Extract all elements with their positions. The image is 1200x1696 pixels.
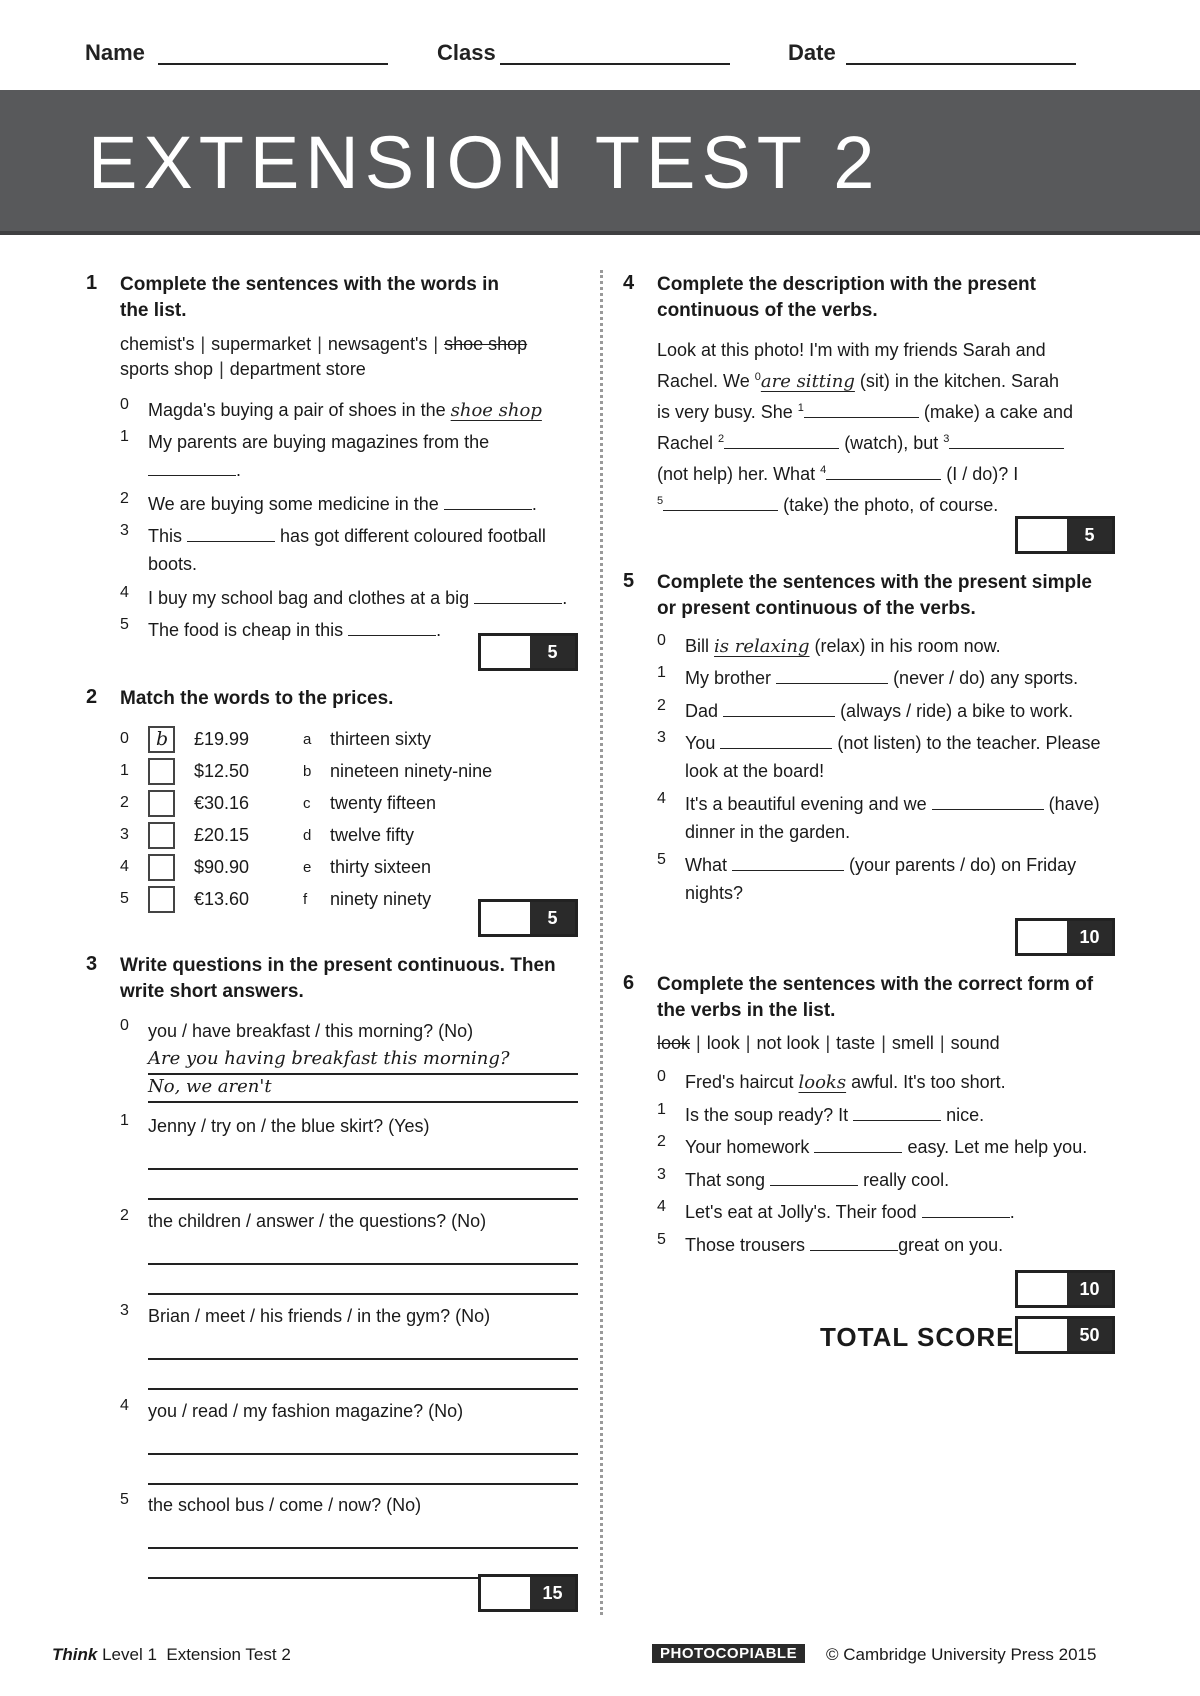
item-number: 4	[657, 790, 666, 807]
total-score-label: TOTAL SCORE	[820, 1322, 1015, 1352]
item-number: 4	[657, 1198, 666, 1215]
answer-box[interactable]	[148, 758, 175, 785]
word-chip: chemist's	[120, 334, 195, 354]
answer-blank[interactable]	[932, 809, 1044, 810]
answer-line[interactable]	[148, 1453, 578, 1455]
item-number: 2	[120, 794, 129, 811]
score-box[interactable]	[478, 899, 578, 937]
price: £19.99	[194, 729, 250, 749]
price: $90.90	[194, 857, 250, 877]
list-item	[120, 522, 590, 582]
list-item	[657, 1101, 1127, 1131]
item-text: .	[436, 620, 442, 640]
score-max: 50	[1067, 1319, 1112, 1351]
price: €13.60	[194, 889, 250, 909]
gap-number: 3	[943, 433, 950, 445]
brand-name: Think	[52, 1645, 98, 1664]
list-item	[120, 1017, 590, 1107]
score-max: 15	[530, 1577, 575, 1609]
item-number: 0	[120, 396, 129, 413]
item-text: You	[685, 733, 716, 753]
item-text: great on you.	[898, 1235, 1004, 1255]
word-chip: smell	[891, 1033, 934, 1053]
item-prompt: you / have breakfast / this morning? (No)	[148, 1021, 474, 1041]
table-row	[120, 854, 590, 884]
answer-blank[interactable]	[814, 1152, 902, 1153]
answer-blank[interactable]	[810, 1250, 898, 1251]
item-text: nights?	[685, 883, 744, 903]
date-label: Date	[788, 40, 836, 65]
word-chip: taste	[836, 1033, 876, 1053]
text-line: Rachel. We	[657, 371, 750, 391]
price: €30.16	[194, 793, 250, 813]
item-prompt: Jenny / try on / the blue skirt? (Yes)	[148, 1116, 430, 1136]
score-box[interactable]	[1015, 1316, 1115, 1354]
list-item	[120, 396, 590, 426]
answer-blank[interactable]	[444, 509, 532, 510]
item-text: dinner in the garden.	[685, 822, 851, 842]
item-text: (always / ride) a bike to work.	[840, 701, 1074, 721]
item-text: Those trousers	[685, 1235, 806, 1255]
exercise-title-line: Complete the sentences with the words in	[120, 274, 500, 295]
answer-blank[interactable]	[663, 510, 778, 511]
item-text: .	[236, 460, 242, 480]
item-number: 5	[657, 851, 666, 868]
item-text: My brother	[685, 668, 772, 688]
answer-line	[148, 1073, 578, 1075]
option-words: twenty fifteen	[330, 793, 437, 813]
exercise-title-line: continuous of the verbs.	[657, 300, 878, 321]
answer-line[interactable]	[148, 1263, 578, 1265]
option-letter: d	[303, 827, 312, 844]
text-line: (take) the photo, of course.	[783, 495, 999, 515]
exercise-title-line: Complete the description with the present	[657, 274, 1036, 295]
item-text: .	[562, 588, 568, 608]
answer-blank[interactable]	[776, 683, 888, 684]
answer-blank[interactable]	[732, 870, 844, 871]
answer-blank[interactable]	[723, 716, 835, 717]
list-item	[657, 1231, 1127, 1261]
score-box[interactable]	[1015, 1270, 1115, 1308]
item-prompt: Brian / meet / his friends / in the gym? (No)	[148, 1306, 491, 1326]
gap-number: 4	[820, 464, 827, 476]
exercise-title: Match the words to the prices.	[120, 688, 394, 709]
score-max: 10	[1067, 1273, 1112, 1305]
item-text: nice.	[946, 1105, 985, 1125]
list-item	[657, 790, 1127, 848]
item-number: 1	[120, 1112, 129, 1129]
exercise-title	[120, 272, 499, 324]
list-item	[657, 1068, 1127, 1098]
exercise-number: 6	[623, 972, 635, 994]
item-number: 2	[657, 697, 666, 714]
word-chip: not look	[756, 1033, 820, 1053]
title-banner	[0, 90, 1200, 235]
text-line: Rachel	[657, 433, 714, 453]
answer-line[interactable]	[148, 1483, 578, 1485]
option-words: ninety ninety	[330, 889, 432, 909]
exercise-number: 5	[623, 570, 635, 592]
answer-blank[interactable]	[348, 635, 436, 636]
item-text: awful. It's too short.	[851, 1072, 1006, 1092]
exercise-title-line: or present continuous of the verbs.	[657, 598, 976, 619]
answer-box[interactable]	[148, 886, 175, 913]
answer-blank[interactable]	[720, 748, 832, 749]
answer-blank[interactable]	[826, 479, 941, 480]
answer-blank[interactable]	[922, 1217, 1010, 1218]
answer-box[interactable]	[148, 854, 175, 881]
item-text: Dad	[685, 701, 719, 721]
answer-blank[interactable]	[804, 417, 919, 418]
option-letter: a	[303, 731, 312, 748]
score-max: 5	[530, 902, 575, 934]
exercise-title	[120, 953, 556, 1005]
item-text: (never / do) any sports.	[893, 668, 1079, 688]
list-item	[120, 584, 590, 614]
price: £20.15	[194, 825, 250, 845]
list-item	[120, 490, 590, 520]
text-line: (watch), but	[844, 433, 939, 453]
gap-number: 1	[797, 402, 804, 414]
option-words: twelve fifty	[330, 825, 415, 845]
score-box[interactable]	[1015, 918, 1115, 956]
score-max: 5	[530, 636, 575, 668]
word-chip: newsagent's	[327, 334, 428, 354]
table-row	[120, 790, 590, 820]
score-box[interactable]	[1015, 516, 1115, 554]
word-chip: look	[706, 1033, 740, 1053]
item-number: 2	[657, 1133, 666, 1150]
option-words: thirty sixteen	[330, 857, 432, 877]
text-line: (not help) her. What	[657, 464, 816, 484]
item-text: Is the soup ready? It	[685, 1105, 849, 1125]
item-prompt: you / read / my fashion magazine? (No)	[148, 1401, 464, 1421]
list-item	[657, 1133, 1127, 1163]
option-letter: f	[303, 891, 308, 908]
item-text: That song	[685, 1170, 766, 1190]
gap-number: 0	[754, 371, 761, 383]
list-item	[657, 851, 1127, 909]
item-text: boots.	[148, 554, 198, 574]
date-line[interactable]	[846, 63, 1076, 65]
list-item	[120, 1302, 590, 1392]
item-text: What	[685, 855, 728, 875]
table-row	[120, 758, 590, 788]
answer-box[interactable]	[148, 726, 175, 753]
answer-box[interactable]	[148, 790, 175, 817]
exercise-title-line: the verbs in the list.	[657, 1000, 836, 1021]
item-number: 1	[120, 762, 129, 779]
example-answer: Are you having breakfast this morning?	[148, 1048, 510, 1069]
item-text: has got different coloured football	[280, 526, 546, 546]
word-chip: department store	[229, 359, 366, 379]
item-number: 1	[120, 428, 129, 445]
example-answer: No, we aren't	[148, 1076, 272, 1097]
item-text: .	[1009, 1202, 1015, 1222]
list-item	[120, 1397, 590, 1487]
exercise-number: 4	[623, 272, 635, 294]
word-chip: sports shop	[120, 359, 214, 379]
list-item	[657, 697, 1127, 727]
example-answer: looks	[798, 1072, 847, 1093]
item-text: (not listen) to the teacher. Please	[837, 733, 1101, 753]
item-number: 3	[120, 826, 129, 843]
item-number: 0	[120, 1017, 129, 1034]
text-line: (sit) in the kitchen. Sarah	[859, 371, 1060, 391]
item-text: This	[148, 526, 183, 546]
item-number: 4	[120, 858, 129, 875]
item-text: It's a beautiful evening and we	[685, 794, 927, 814]
footer-test-name: Extension Test 2	[166, 1645, 291, 1664]
score-box[interactable]	[478, 1574, 578, 1612]
option-letter: e	[303, 859, 312, 876]
exercise-title-line: Complete the sentences with the present simple	[657, 572, 1092, 593]
answer-blank[interactable]	[148, 475, 236, 476]
table-row	[120, 822, 590, 852]
item-text: (have)	[1048, 794, 1100, 814]
exercise-number: 3	[86, 953, 98, 975]
answer-line[interactable]	[148, 1168, 578, 1170]
exercise-number: 1	[86, 272, 98, 294]
list-item	[120, 1112, 590, 1202]
item-number: 3	[657, 729, 666, 746]
score-max: 10	[1067, 921, 1112, 953]
item-number: 5	[120, 890, 129, 907]
list-item	[657, 632, 1127, 662]
list-item	[120, 428, 590, 488]
item-number: 3	[657, 1166, 666, 1183]
item-prompt: the school bus / come / now? (No)	[148, 1495, 422, 1515]
score-max: 5	[1067, 519, 1112, 551]
exercise-title-line: Write questions in the present continuous. Then	[120, 955, 556, 976]
item-number: 3	[120, 522, 129, 539]
score-box[interactable]	[478, 633, 578, 671]
name-line[interactable]	[158, 63, 388, 65]
example-answer: are sitting	[760, 371, 855, 392]
option-words: nineteen ninety-nine	[330, 761, 493, 781]
answer-line[interactable]	[148, 1293, 578, 1295]
text-line: is very busy. She	[657, 402, 793, 422]
item-number: 1	[657, 664, 666, 681]
example-answer: is relaxing	[714, 636, 810, 657]
list-item	[120, 1207, 590, 1297]
item-text: Let's eat at Jolly's. Their food	[685, 1202, 917, 1222]
answer-blank[interactable]	[770, 1185, 858, 1186]
list-item	[657, 729, 1127, 787]
option-words: thirteen sixty	[330, 729, 432, 749]
answer-blank[interactable]	[187, 541, 275, 542]
item-number: 5	[120, 616, 129, 633]
item-text: My parents are buying magazines from the	[148, 432, 490, 452]
word-chip: supermarket	[211, 334, 312, 354]
word-list: look | look | not look | taste | smell | sound	[657, 1033, 1000, 1053]
answer-line[interactable]	[148, 1547, 578, 1549]
item-number: 1	[657, 1101, 666, 1118]
text-line: Look at this photo! I'm with my friends Sarah and	[657, 340, 1046, 360]
list-item	[657, 1166, 1127, 1196]
gap-number: 5	[657, 495, 664, 507]
item-number: 4	[120, 1397, 129, 1414]
word-chip-used: shoe shop	[444, 334, 528, 354]
list-item	[120, 1491, 590, 1581]
item-number: 2	[120, 1207, 129, 1224]
option-letter: c	[303, 795, 311, 812]
answer-line[interactable]	[148, 1358, 578, 1360]
word-list: chemist's | supermarket | newsagent's | shoe shop sports shop | department store	[120, 334, 528, 379]
item-text: look at the board!	[685, 761, 825, 781]
item-text: The food is cheap in this	[148, 620, 344, 640]
answer-blank[interactable]	[474, 603, 562, 604]
answer-blank[interactable]	[949, 448, 1064, 449]
item-number: 0	[657, 1068, 666, 1085]
word-chip-used: look	[657, 1033, 691, 1053]
option-letter: b	[303, 763, 312, 780]
item-prompt: the children / answer / the questions? (No)	[148, 1211, 487, 1231]
item-text: We are buying some medicine in the	[148, 494, 439, 514]
page-title: EXTENSION TEST 2	[88, 121, 881, 204]
item-text: Bill	[685, 636, 710, 656]
item-number: 0	[120, 730, 129, 747]
item-text: Your homework	[685, 1137, 810, 1157]
answer-box[interactable]	[148, 822, 175, 849]
item-text: Fred's haircut	[685, 1072, 794, 1092]
list-item	[657, 1198, 1127, 1228]
answer-blank[interactable]	[853, 1120, 941, 1121]
price: $12.50	[194, 761, 250, 781]
item-text: I buy my school bag and clothes at a big	[148, 588, 470, 608]
name-label: Name	[85, 40, 145, 65]
column-divider	[600, 270, 603, 1615]
text-line: (make) a cake and	[923, 402, 1073, 422]
item-text: easy. Let me help you.	[907, 1137, 1088, 1157]
class-label: Class	[437, 40, 496, 65]
gap-number: 2	[718, 433, 725, 445]
exercise-title	[657, 972, 1093, 1024]
item-text: (relax) in his room now.	[814, 636, 1001, 656]
copyright: © Cambridge University Press 2015	[826, 1645, 1097, 1664]
answer-line[interactable]	[148, 1388, 578, 1390]
item-number: 5	[657, 1231, 666, 1248]
item-text: .	[531, 494, 537, 514]
item-number: 3	[120, 1302, 129, 1319]
item-text: really cool.	[863, 1170, 950, 1190]
footer-level: Level 1	[102, 1645, 157, 1664]
example-answer: shoe shop	[450, 400, 542, 421]
exercise-title-line: Complete the sentences with the correct form of	[657, 974, 1094, 995]
item-number: 2	[120, 490, 129, 507]
text-line: (I / do)? I	[946, 464, 1019, 484]
example-answer: b	[156, 728, 169, 750]
word-chip: sound	[950, 1033, 1000, 1053]
list-item	[657, 664, 1127, 694]
answer-line	[148, 1101, 578, 1103]
class-line[interactable]	[500, 63, 730, 65]
footer-left	[52, 1645, 291, 1665]
item-number: 4	[120, 584, 129, 601]
description-text	[657, 337, 1127, 519]
exercise-number: 2	[86, 686, 98, 708]
answer-line[interactable]	[148, 1198, 578, 1200]
item-text: Magda's buying a pair of shoes in the	[148, 400, 446, 420]
exercise-title	[657, 570, 1092, 622]
item-number: 5	[120, 1491, 129, 1508]
exercise-title-line: write short answers.	[120, 981, 304, 1002]
item-text: (your parents / do) on Friday	[849, 855, 1077, 875]
table-row	[120, 726, 590, 756]
exercise-title-line: the list.	[120, 300, 187, 321]
item-number: 0	[657, 632, 666, 649]
exercise-title	[657, 272, 1036, 324]
answer-blank[interactable]	[724, 448, 839, 449]
photocopiable-badge: PHOTOCOPIABLE	[652, 1644, 805, 1663]
match-table	[120, 726, 590, 926]
